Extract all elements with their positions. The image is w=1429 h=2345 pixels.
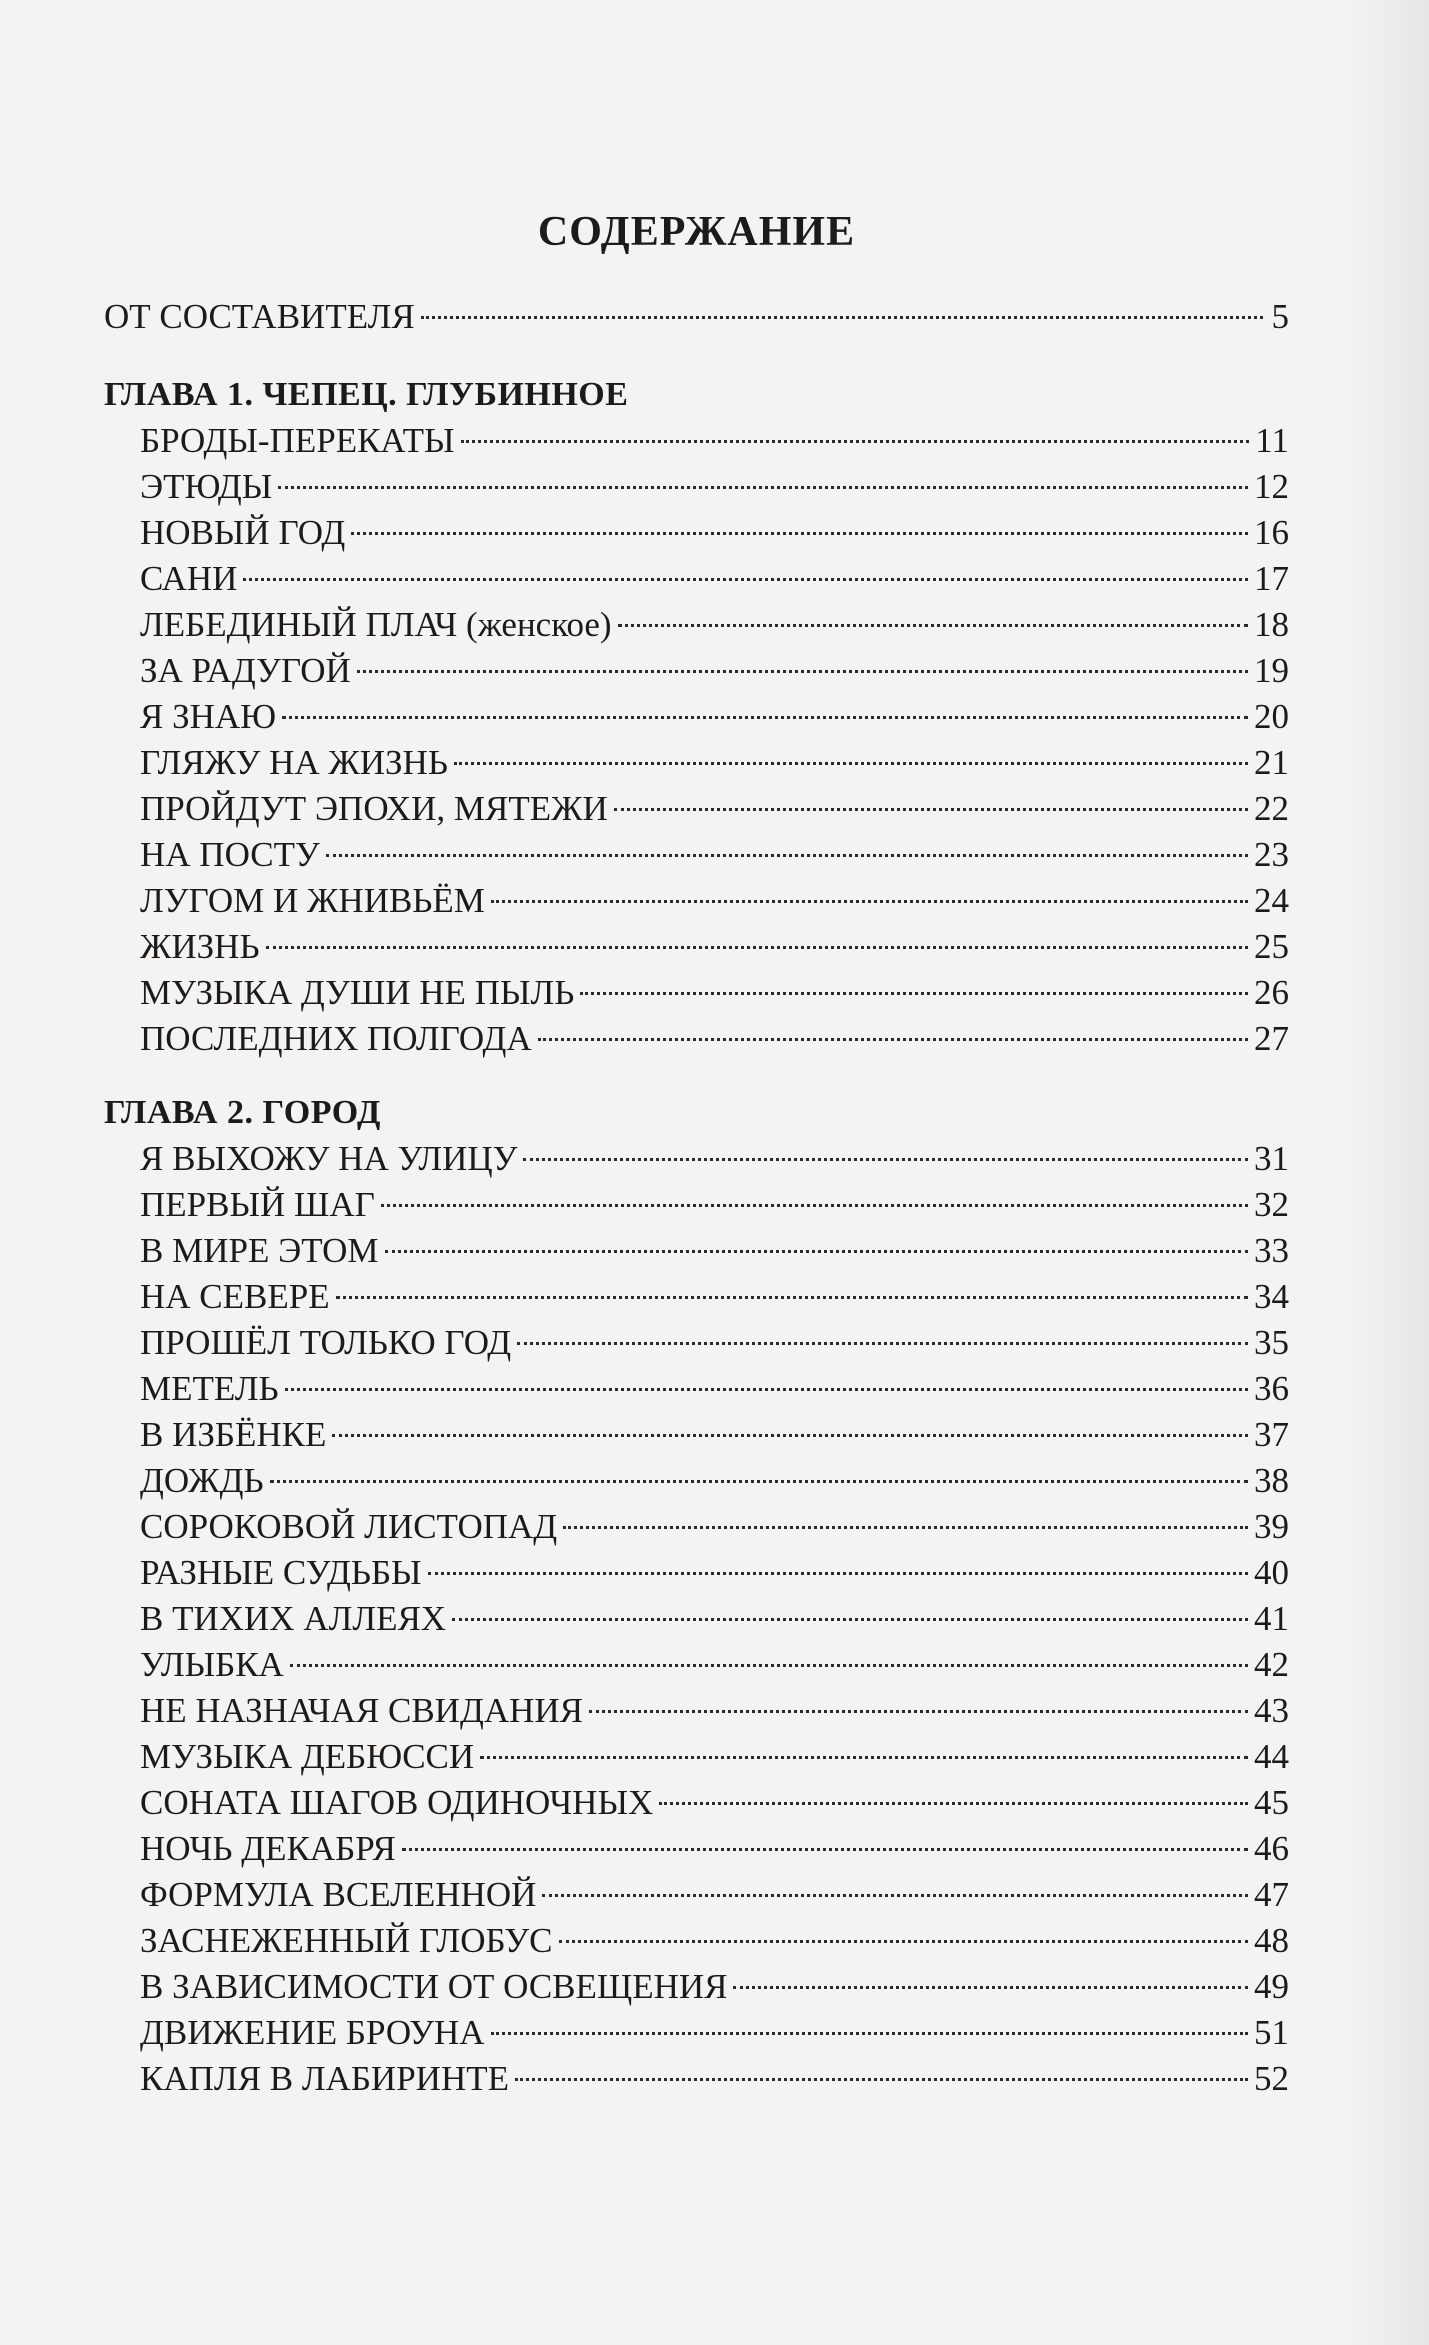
toc-entry-page: 44 <box>1254 1737 1289 1776</box>
toc-entry-page: 19 <box>1254 651 1289 690</box>
toc-entry-label: Я ВЫХОЖУ НА УЛИЦУ <box>140 1139 518 1178</box>
toc-entry-label: ПЕРВЫЙ ШАГ <box>140 1185 375 1224</box>
toc-entry-page: 27 <box>1254 1019 1289 1058</box>
toc-entry[interactable] <box>104 1918 1289 1964</box>
toc-entry-page: 16 <box>1254 513 1289 552</box>
dot-leader <box>452 1618 1248 1621</box>
toc-entry[interactable] <box>104 786 1289 832</box>
toc-entry[interactable] <box>104 1016 1289 1062</box>
toc-entry-label: МУЗЫКА ДУШИ НЕ ПЫЛЬ <box>140 973 575 1012</box>
toc-entry[interactable] <box>104 1320 1289 1366</box>
toc-entry-page: 18 <box>1254 605 1289 644</box>
toc-entry-page: 22 <box>1254 789 1289 828</box>
dot-leader <box>266 946 1248 949</box>
toc-entry-label: ПОСЛЕДНИХ ПОЛГОДА <box>140 1019 532 1058</box>
dot-leader <box>480 1756 1248 1759</box>
toc-entry-label: В ИЗБЁНКЕ <box>140 1415 327 1454</box>
toc-entry[interactable] <box>104 1734 1289 1780</box>
toc-entry-label: НОВЫЙ ГОД <box>140 513 346 552</box>
toc-entry-page: 17 <box>1254 559 1289 598</box>
toc-entry-label: ДОЖДЬ <box>140 1461 264 1500</box>
dot-leader <box>659 1802 1248 1805</box>
toc-entry-label: В ЗАВИСИМОСТИ ОТ ОСВЕЩЕНИЯ <box>140 1967 728 2006</box>
toc-entry[interactable] <box>104 1136 1289 1182</box>
dot-leader <box>285 1388 1248 1391</box>
toc-entry-label: НОЧЬ ДЕКАБРЯ <box>140 1829 396 1868</box>
toc-entry-page: 45 <box>1254 1783 1289 1822</box>
toc-entry-label: ЗА РАДУГОЙ <box>140 651 351 690</box>
dot-leader <box>282 716 1248 719</box>
toc-entry[interactable] <box>104 694 1289 740</box>
toc-entry[interactable] <box>104 556 1289 602</box>
toc-entry-page: 46 <box>1254 1829 1289 1868</box>
toc-entry-page: 20 <box>1254 697 1289 736</box>
dot-leader <box>559 1940 1248 1943</box>
dot-leader <box>454 762 1248 765</box>
toc-entry-page: 36 <box>1254 1369 1289 1408</box>
dot-leader <box>402 1848 1248 1851</box>
chapter-heading[interactable]: ГЛАВА 1. ЧЕПЕЦ. ГЛУБИННОЕ <box>104 376 629 413</box>
toc-entry-page: 11 <box>1255 421 1289 460</box>
toc-entry-label: МЕТЕЛЬ <box>140 1369 279 1408</box>
toc-entry[interactable] <box>104 1504 1289 1550</box>
toc-entry-page: 38 <box>1254 1461 1289 1500</box>
dot-leader <box>336 1296 1248 1299</box>
toc-entry-label: ЖИЗНЬ <box>140 927 260 966</box>
page-title: СОДЕРЖАНИЕ <box>537 209 856 255</box>
toc-entry[interactable] <box>104 1458 1289 1504</box>
dot-leader <box>243 578 1248 581</box>
dot-leader <box>461 440 1250 443</box>
toc-entry[interactable] <box>104 418 1289 464</box>
toc-entry-label: ПРОШЁЛ ТОЛЬКО ГОД <box>140 1323 512 1362</box>
dot-leader <box>351 532 1248 535</box>
toc-entry[interactable] <box>104 878 1289 924</box>
dot-leader <box>542 1894 1248 1897</box>
toc-entry[interactable] <box>104 1688 1289 1734</box>
toc-entry[interactable] <box>104 1274 1289 1320</box>
page-edge-shadow <box>1339 0 1429 2345</box>
toc-entry-page: 35 <box>1254 1323 1289 1362</box>
toc-entry-label: НА ПОСТУ <box>140 835 320 874</box>
toc-entry[interactable] <box>104 1596 1289 1642</box>
toc-entry[interactable] <box>104 970 1289 1016</box>
toc-entry-page: 40 <box>1254 1553 1289 1592</box>
toc-entry[interactable] <box>104 1228 1289 1274</box>
toc-entry[interactable] <box>104 924 1289 970</box>
toc-entry[interactable] <box>104 1964 1289 2010</box>
dot-leader <box>563 1526 1248 1529</box>
toc-entry-page: 34 <box>1254 1277 1289 1316</box>
toc-entry-page: 25 <box>1254 927 1289 966</box>
toc-entry[interactable] <box>104 1550 1289 1596</box>
toc-entry-label: ГЛЯЖУ НА ЖИЗНЬ <box>140 743 448 782</box>
toc-entry-page: 42 <box>1254 1645 1289 1684</box>
toc-entry-label: ЛУГОМ И ЖНИВЬЁМ <box>140 881 485 920</box>
dot-leader <box>290 1664 1248 1667</box>
dot-leader <box>491 2032 1248 2035</box>
dot-leader <box>614 808 1248 811</box>
toc-entry-page: 37 <box>1254 1415 1289 1454</box>
toc-entry[interactable] <box>104 510 1289 556</box>
toc-entry-label: ДВИЖЕНИЕ БРОУНА <box>140 2013 485 2052</box>
toc-entry-page: 41 <box>1254 1599 1289 1638</box>
toc-entry-label: НА СЕВЕРЕ <box>140 1277 330 1316</box>
toc-entry-label: ЗАСНЕЖЕННЫЙ ГЛОБУС <box>140 1921 553 1960</box>
dot-leader <box>428 1572 1248 1575</box>
toc-entry[interactable] <box>104 1366 1289 1412</box>
dot-leader <box>538 1038 1248 1041</box>
dot-leader <box>385 1250 1248 1253</box>
toc-entry-label: РАЗНЫЕ СУДЬБЫ <box>140 1553 422 1592</box>
toc-entry-page: 47 <box>1254 1875 1289 1914</box>
toc-entry-label: В ТИХИХ АЛЛЕЯХ <box>140 1599 447 1638</box>
chapter-list <box>104 372 1289 2102</box>
dot-leader <box>357 670 1248 673</box>
toc-entry[interactable] <box>104 740 1289 786</box>
toc-entry-label: КАПЛЯ В ЛАБИРИНТЕ <box>140 2059 509 2098</box>
toc-entry-page: 5 <box>1271 297 1289 336</box>
toc-entry-page: 52 <box>1254 2059 1289 2098</box>
toc-entry-label: ЭТЮДЫ <box>140 467 273 506</box>
toc-entry-page: 12 <box>1254 467 1289 506</box>
toc-entry-intro[interactable] <box>104 294 1289 340</box>
toc-entry-page: 32 <box>1254 1185 1289 1224</box>
toc-entry-page: 49 <box>1254 1967 1289 2006</box>
dot-leader <box>326 854 1248 857</box>
dot-leader <box>589 1710 1248 1713</box>
toc-entry-page: 24 <box>1254 881 1289 920</box>
toc-entry-label: УЛЫБКА <box>140 1645 284 1684</box>
toc-entry-label: СОНАТА ШАГОВ ОДИНОЧНЫХ <box>140 1783 654 1822</box>
toc-entry[interactable] <box>104 1642 1289 1688</box>
toc-entry-label: САНИ <box>140 559 238 598</box>
toc-entry[interactable] <box>104 1872 1289 1918</box>
toc-entry-page: 39 <box>1254 1507 1289 1546</box>
toc-entry[interactable] <box>104 648 1289 694</box>
dot-leader <box>580 992 1248 995</box>
dot-leader <box>733 1986 1248 1989</box>
dot-leader <box>515 2078 1248 2081</box>
toc-entry[interactable] <box>104 1780 1289 1826</box>
dot-leader <box>523 1158 1248 1161</box>
toc-entry-page: 21 <box>1254 743 1289 782</box>
toc-entry[interactable] <box>104 2056 1289 2102</box>
toc-entry[interactable] <box>104 832 1289 878</box>
table-of-contents <box>104 206 1289 2102</box>
toc-entry-label: В МИРЕ ЭТОМ <box>140 1231 379 1270</box>
toc-entry-page: 26 <box>1254 973 1289 1012</box>
toc-entry[interactable] <box>104 2010 1289 2056</box>
toc-entry-label: Я ЗНАЮ <box>140 697 277 736</box>
toc-entry-label: ЛЕБЕДИНЫЙ ПЛАЧ (женское) <box>140 605 612 644</box>
toc-entry-page: 33 <box>1254 1231 1289 1270</box>
chapter-heading[interactable]: ГЛАВА 2. ГОРОД <box>104 1094 381 1131</box>
dot-leader <box>332 1434 1248 1437</box>
toc-entry[interactable] <box>104 464 1289 510</box>
toc-entry-label: БРОДЫ-ПЕРЕКАТЫ <box>140 421 455 460</box>
toc-entry-page: 51 <box>1254 2013 1289 2052</box>
dot-leader <box>270 1480 1248 1483</box>
toc-entry-label: СОРОКОВОЙ ЛИСТОПАД <box>140 1507 558 1546</box>
dot-leader <box>517 1342 1248 1345</box>
toc-entry-label: ФОРМУЛА ВСЕЛЕННОЙ <box>140 1875 537 1914</box>
toc-entry[interactable] <box>104 602 1289 648</box>
dot-leader <box>491 900 1248 903</box>
toc-entry-label: МУЗЫКА ДЕБЮССИ <box>140 1737 475 1776</box>
toc-entry-label: ОТ СОСТАВИТЕЛЯ <box>104 297 415 336</box>
toc-entry-page: 31 <box>1254 1139 1289 1178</box>
toc-entry-label: НЕ НАЗНАЧАЯ СВИДАНИЯ <box>140 1691 583 1730</box>
toc-entry[interactable] <box>104 1182 1289 1228</box>
toc-entry-page: 23 <box>1254 835 1289 874</box>
dot-leader <box>278 486 1248 489</box>
toc-entry-page: 43 <box>1254 1691 1289 1730</box>
toc-entry[interactable] <box>104 1826 1289 1872</box>
dot-leader <box>618 624 1248 627</box>
dot-leader <box>381 1204 1248 1207</box>
dot-leader <box>421 316 1263 319</box>
toc-entry-page: 48 <box>1254 1921 1289 1960</box>
toc-entry[interactable] <box>104 1412 1289 1458</box>
toc-entry-label: ПРОЙДУТ ЭПОХИ, МЯТЕЖИ <box>140 789 608 828</box>
